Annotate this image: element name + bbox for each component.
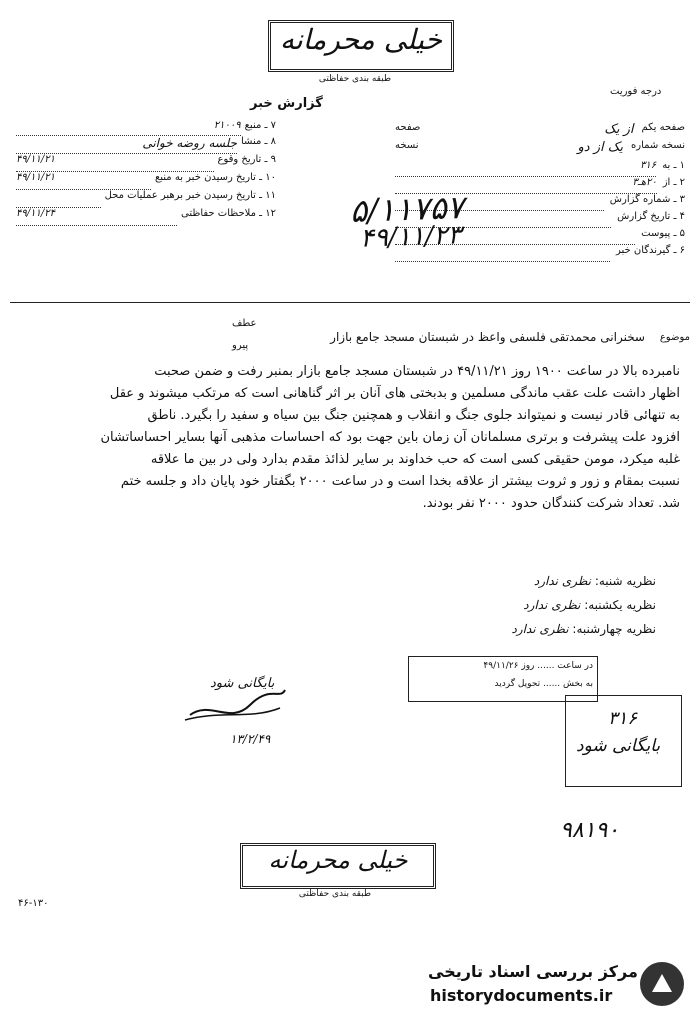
- date-stamp-line2: به بخش ...... تحویل گردید: [494, 679, 593, 689]
- bottom-classification-sub: طبقه بندی حفاظتی: [298, 889, 372, 899]
- copy-label: نسخه شماره: [631, 140, 685, 151]
- opinions: [376, 574, 656, 646]
- report-title: گزارش خبر: [250, 96, 323, 111]
- archive-number: ۳۱۶: [608, 708, 638, 729]
- field-label: ۵ ـ پیوست: [641, 228, 685, 239]
- body-line: به تنهائی قادر نیست و نمیتواند جلوی جنگ و انقلاب و همچنین جنگ بین سیاه و سفید را بگیرد. ناطق: [147, 408, 680, 423]
- classification-text: خیلی محرمانه: [279, 23, 443, 56]
- field-label: ۱ ـ به: [662, 160, 685, 171]
- field-label: ۲ ـ از: [662, 177, 685, 188]
- top-classification-sub: طبقه بندی حفاظتی: [318, 74, 392, 84]
- subject-text: سخنرانی محمدتقی فلسفی واعظ در شبستان مسجد جامع بازار: [330, 330, 645, 344]
- field-value: ۳۱۶: [395, 160, 656, 177]
- field-value: ۴۹/۱۱/۲۱: [16, 172, 151, 190]
- watermark-logo-icon: [640, 962, 684, 1006]
- watermark-site: historydocuments.ir: [430, 986, 613, 1005]
- field-row: [16, 154, 276, 172]
- signature: [180, 670, 290, 760]
- opinion-row: نظریه یکشنبه: نظری ندارد: [523, 598, 656, 612]
- page-row: [395, 122, 685, 140]
- body-line: غلبه میکرد، مومن حقیقی کسی است که حب خداوند بر سایر لذائذ مقدم بدارد ولی در بین ما علاقه: [150, 452, 680, 467]
- field-row: [16, 208, 276, 226]
- logo-mark: [640, 962, 684, 1006]
- handwritten-number-1: ۵/۱۱۷۵۷: [349, 188, 465, 230]
- page-mid: از یک: [604, 122, 634, 137]
- field-row: [16, 190, 276, 208]
- handwritten-number-2: ۴۹/۱۱/۲۳: [359, 220, 462, 254]
- top-classification-stamp: [268, 20, 454, 72]
- archive-box: [565, 695, 682, 787]
- field-label: ۳ ـ شماره گزارش: [609, 194, 685, 205]
- watermark-title: مرکز بررسی اسناد تاریخی: [428, 962, 638, 981]
- field-label: ۸ ـ منشا: [240, 136, 276, 147]
- field-row: [16, 172, 276, 190]
- opinion-label: نظریه یکشنبه: [588, 598, 656, 612]
- opinion-row: نظریه شنبه: نظری ندارد: [533, 574, 656, 588]
- opinion-value: نظری ندارد: [533, 574, 592, 588]
- body-line: نسبت بمقام و زور و ثروت بیشتر از علاقه بخدا است و در ساعت ۲۰۰۰ بگفتار خود پایان داد و جلسه ختم: [120, 474, 680, 489]
- field-row: [395, 160, 685, 177]
- field-label: ۴ ـ تاریخ گزارش: [617, 211, 685, 222]
- field-value: ۲۰هـ۳: [395, 177, 657, 194]
- report-body: [15, 364, 680, 518]
- degree-label: درجه فوریت: [610, 86, 662, 97]
- archive-text: بایگانی شود: [576, 736, 661, 756]
- body-line: شد. تعداد شرکت کنندگان حدود ۲۰۰۰ نفر بودند.: [422, 496, 680, 511]
- opinion-value: نظری ندارد: [523, 598, 581, 612]
- field-value: ۴۹/۱۱/۲۴: [16, 208, 177, 226]
- classification-text: خیلی محرمانه: [268, 846, 408, 874]
- field-label: ۱۱ ـ تاریخ رسیدن خبر برهبر عملیات محل: [104, 190, 276, 201]
- opinion-label: نظریه چهارشنبه: [576, 622, 656, 636]
- field-label: ۶ ـ گیرندگان خبر: [615, 245, 685, 256]
- field-value: جلسه روضه خوانی: [16, 136, 237, 154]
- subject-margin-b: پیرو: [232, 340, 249, 351]
- field-row: [16, 136, 276, 154]
- header-divider: [10, 302, 690, 303]
- field-label: ۱۰ ـ تاریخ رسیدن خبر به منبع: [154, 172, 276, 183]
- field-label: ۹ ـ تاریخ وقوع: [217, 154, 276, 165]
- bottom-classification-stamp: [240, 843, 436, 889]
- reference-number: ۹۸۱۹۰: [560, 818, 620, 843]
- field-row: [16, 120, 276, 136]
- body-line: نامبرده بالا در ساعت ۱۹۰۰ روز ۴۹/۱۱/۲۱ در شبستان مسجد جامع بازار بمنبر رفت و ضمن صحبت: [154, 364, 680, 379]
- field-value: ۲۱۰۰۹: [16, 120, 241, 136]
- opinion-label: نظریه شنبه: [598, 574, 656, 588]
- body-line: اظهار داشت علت عقب ماندگی مسلمین و بدبختی های آنان بر اثر گناهانی است که مرتکب میشوند و عقل: [109, 386, 680, 401]
- subject-row: [10, 318, 690, 362]
- date-stamp-line1: در ساعت ...... روز ۴۹/۱۱/۲۶: [483, 661, 593, 671]
- left-fields: [16, 120, 276, 226]
- copy-row: [395, 140, 685, 160]
- field-label: ۷ ـ منبع: [244, 120, 276, 131]
- subject-margin-a: عطف: [232, 318, 257, 329]
- page-label: صفحه یکم: [641, 122, 685, 133]
- field-value: ۴۹/۱۱/۲۱: [16, 154, 214, 172]
- field-label: ۱۲ ـ ملاحظات حفاظتی: [181, 208, 276, 219]
- signature-date: ۱۳/۲/۴۹: [230, 732, 271, 746]
- opinion-value: نظری ندارد: [511, 622, 569, 636]
- body-line: افزود علت پیشرفت و برتری مسلمانان آن زمان باین جهت بود که احساسات مذهبی آنها بسایر احساساتشان: [100, 430, 680, 445]
- field-value: [16, 190, 101, 208]
- form-code: ۴۶-۱۳۰: [18, 898, 49, 909]
- signature-name: بایگانی شود: [210, 676, 275, 691]
- page-tail: صفحه: [395, 122, 421, 133]
- subject-label: موضوع: [659, 332, 690, 343]
- copy-tail: نسخه: [395, 140, 419, 151]
- copy-mid: یک از دو: [577, 140, 624, 155]
- opinion-row: نظریه چهارشنبه: نظری ندارد: [511, 622, 656, 636]
